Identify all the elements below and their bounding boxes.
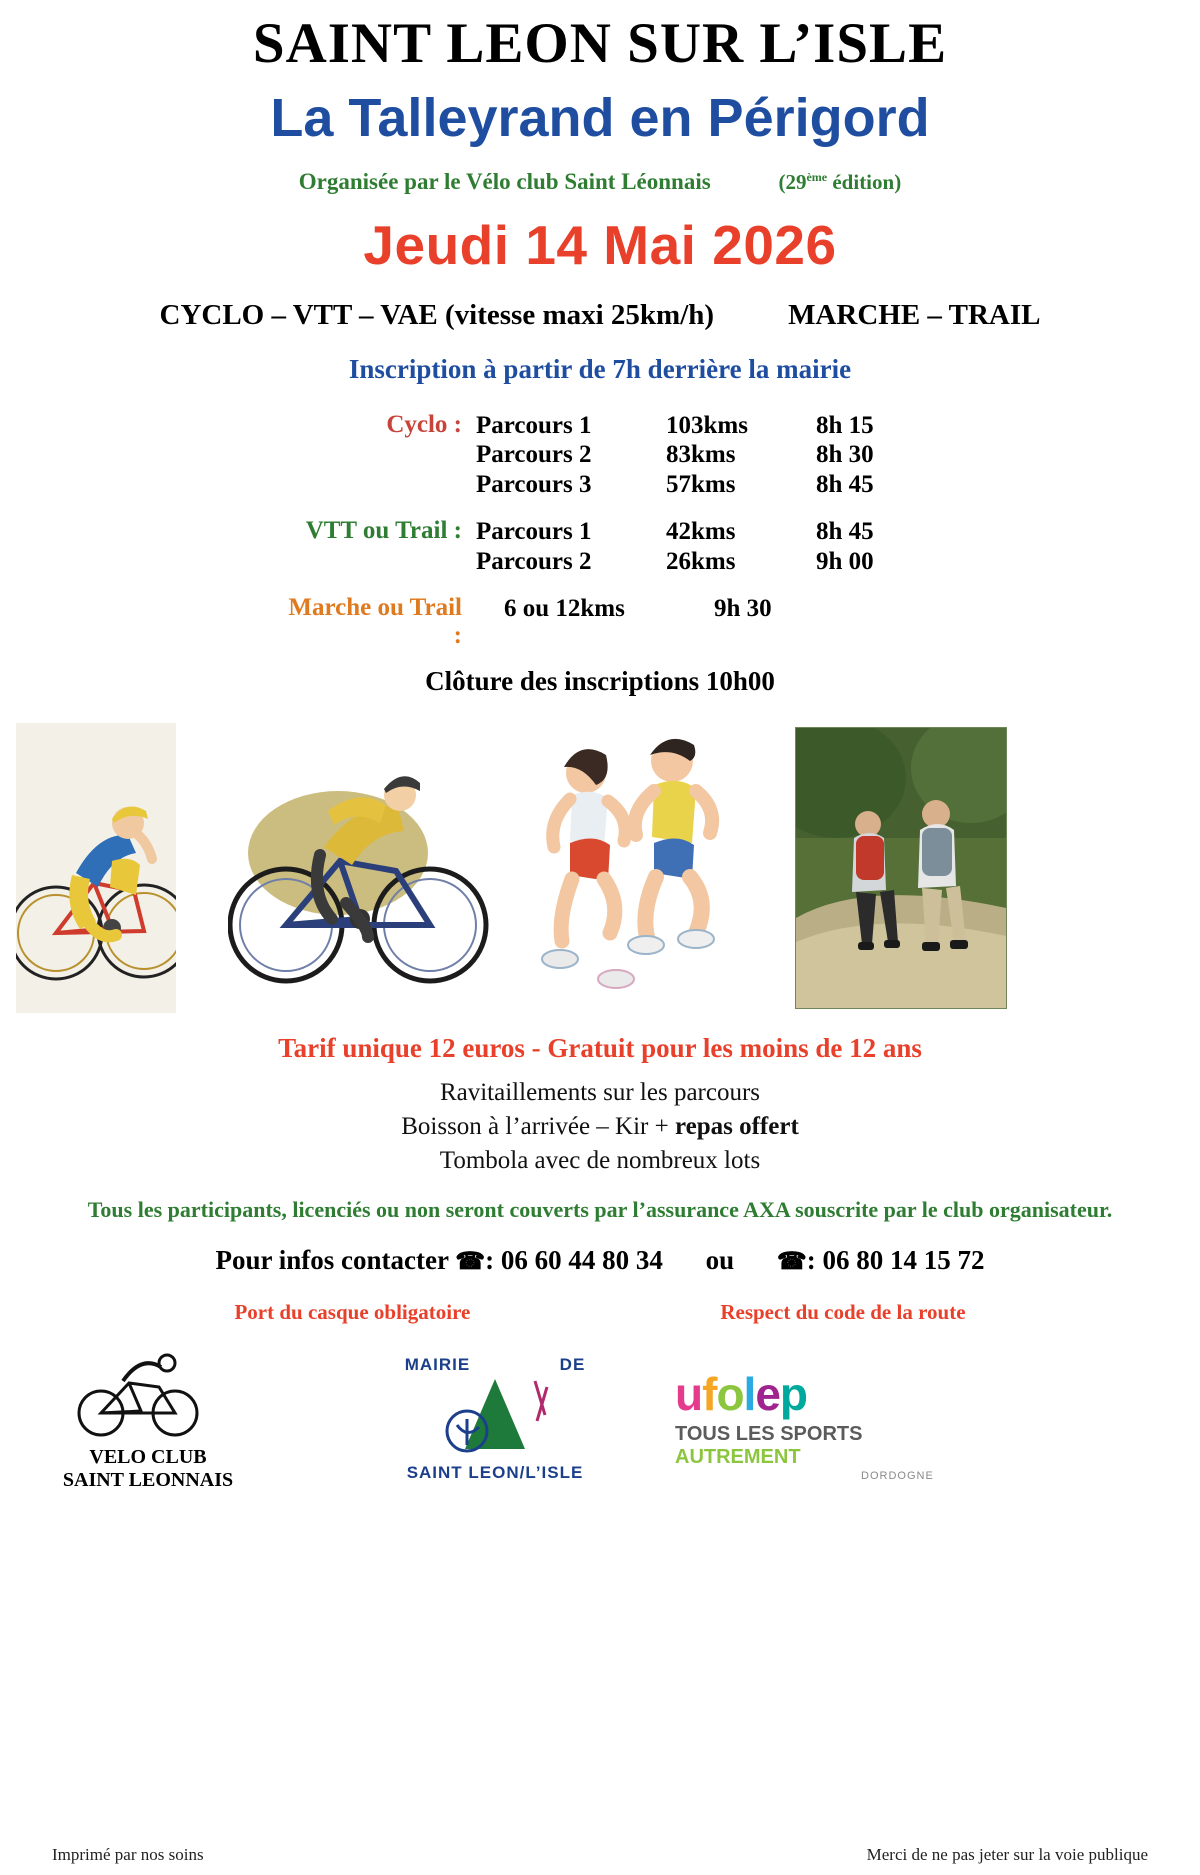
mountain-biker-illustration [228, 743, 528, 1003]
velo-club-caption: VELO CLUB SAINT LEONNAIS [62, 1446, 234, 1492]
course-name: Parcours 2 [476, 441, 592, 469]
contact-phone-1: 06 60 44 80 34 [500, 1245, 663, 1276]
mairie-bottom-text: SAINT LEON/L’ISLE [406, 1463, 584, 1483]
runners-illustration [520, 733, 740, 1008]
service-line-3: Tombola avec de nombreux lots [439, 1146, 761, 1174]
page-title: SAINT LEON SUR L’ISLE [252, 12, 948, 75]
schedule-group-vtt [280, 517, 920, 576]
insurance-note: Tous les participants, licenciés ou non seront couverts par l’assurance AXA souscrite par le club organisateur. [87, 1197, 1113, 1223]
walkers-photo [795, 727, 1007, 1009]
price-info: Tarif unique 12 euros - Gratuit pour les moins de 12 ans [278, 1033, 922, 1064]
organizer-line [0, 169, 1200, 195]
phone-icon: ☎ [776, 1249, 807, 1276]
disciplines-left: CYCLO – VTT – VAE (vitesse maxi 25km/h) [159, 298, 715, 331]
registration-close: Clôture des inscriptions 10h00 [425, 666, 775, 697]
table-row [476, 440, 926, 470]
service-line-2: Boisson à l’arrivée – Kir + repas offert [401, 1112, 799, 1140]
disciplines-right: MARCHE – TRAIL [788, 298, 1041, 331]
rule-helmet: Port du casque obligatoire [234, 1300, 471, 1325]
mairie-logo [380, 1355, 610, 1483]
rule-road-code: Respect du code de la route [720, 1300, 966, 1325]
event-name: La Talleyrand en Périgord [270, 87, 930, 148]
schedule-table [280, 411, 920, 651]
course-distance: 26kms [666, 547, 736, 575]
contact-label: Pour infos contacter [215, 1245, 449, 1276]
event-date: Jeudi 14 Mai 2026 [363, 213, 837, 276]
contact-phone-2: 06 80 14 15 72 [822, 1245, 985, 1276]
illustration-strip [0, 723, 1200, 1019]
mairie-top-text: MAIRIE DE [404, 1355, 586, 1375]
course-name: Parcours 1 [476, 411, 592, 439]
poster [0, 14, 1200, 1875]
course-distance: 103kms [666, 411, 748, 439]
ufolep-wordmark: ufolep [675, 1368, 808, 1421]
organizer-text: Organisée par le Vélo club Saint Léonnais [298, 168, 711, 194]
course-name: Parcours 2 [476, 547, 592, 575]
contact-or: ou [705, 1245, 735, 1276]
phone-icon: ☎ [455, 1249, 486, 1276]
schedule-group-label: VTT ou Trail : [305, 517, 462, 545]
ufolep-tagline: TOUS LES SPORTS AUTREMENT [675, 1423, 863, 1469]
schedule-group-label: Marche ou Trail : [288, 594, 462, 650]
table-row [476, 594, 920, 624]
course-distance: 42kms [666, 518, 736, 546]
logos-strip [0, 1351, 1200, 1531]
table-row [476, 470, 926, 500]
footer-right: Merci de ne pas jeter sur la voie publique [866, 1845, 1148, 1864]
velo-club-logo [48, 1351, 248, 1492]
course-name: Parcours 3 [476, 470, 592, 498]
ufolep-department: DORDOGNE [861, 1470, 934, 1483]
course-start-time: 9h 00 [816, 547, 874, 575]
disciplines-line [0, 299, 1200, 332]
schedule-group-label: Cyclo : [386, 410, 462, 438]
table-row [476, 517, 926, 547]
course-start-time: 8h 15 [816, 411, 874, 439]
services-info [0, 1076, 1200, 1177]
course-start-time: 9h 30 [714, 595, 772, 623]
table-row [476, 411, 926, 441]
course-start-time: 8h 45 [816, 470, 874, 498]
service-line-1: Ravitaillements sur les parcours [439, 1079, 761, 1107]
table-row [476, 547, 926, 577]
footer-left: Imprimé par nos soins [52, 1845, 204, 1864]
course-start-time: 8h 45 [816, 518, 874, 546]
course-distance: 57kms [666, 470, 736, 498]
footer [0, 1845, 1200, 1865]
course-start-time: 8h 30 [816, 441, 874, 469]
ufolep-logo [675, 1367, 975, 1482]
rules-line [0, 1300, 1200, 1325]
course-distance: 83kms [666, 441, 736, 469]
edition-text: (29ème édition) [778, 169, 902, 194]
schedule-group-cyclo [280, 411, 920, 500]
schedule-group-marche [280, 594, 920, 650]
course-name: Parcours 1 [476, 518, 592, 546]
registration-info: Inscription à partir de 7h derrière la mairie [348, 353, 852, 384]
contact-line: Pour infos contacter ☎: 06 60 44 80 34 ou ☎: 06 80 14 15 72 [215, 1245, 985, 1276]
course-distance: 6 ou 12kms [504, 595, 625, 623]
road-cyclist-illustration [16, 723, 176, 1013]
